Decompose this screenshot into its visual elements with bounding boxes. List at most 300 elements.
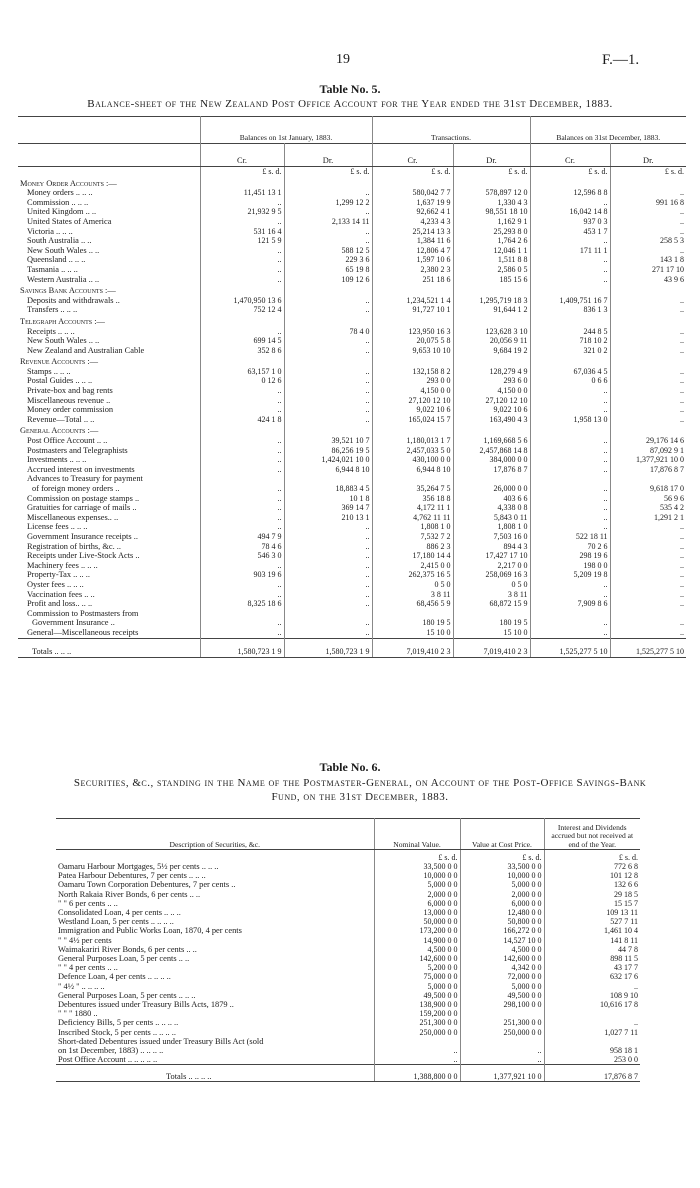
table5-section-row xyxy=(18,284,686,296)
table5-cell: .. xyxy=(200,275,284,285)
table5-cell: 0 12 6 xyxy=(200,376,284,386)
table6-cell: 5,000 0 0 xyxy=(374,880,460,889)
table5-row-label: Registration of births, &c. .. xyxy=(18,542,200,552)
table5-cell: 98,551 18 10 xyxy=(453,207,530,217)
table5-cell: .. xyxy=(680,188,685,198)
table5-row xyxy=(18,327,686,337)
table5-row-label: Accrued interest on investments xyxy=(18,465,200,475)
table5-cell: .. xyxy=(200,455,284,465)
table5-cell xyxy=(530,609,610,619)
table6-cell: 6,000 0 0 xyxy=(460,899,544,908)
table5-cell: 78 4 6 xyxy=(200,542,284,552)
table5-row-label: General—Miscellaneous receipts xyxy=(18,628,200,638)
table5-cell: 78 4 0 xyxy=(284,327,372,337)
table5-cell xyxy=(530,424,610,436)
table5-row-label: Commission .. .. .. xyxy=(18,198,200,208)
table5-cell: .. xyxy=(530,494,610,504)
table6-row xyxy=(56,862,640,871)
table5-cell: 384,000 0 0 xyxy=(453,455,530,465)
table6-cell: 10,000 0 0 xyxy=(374,871,460,880)
table5-cell: .. xyxy=(200,327,284,337)
table6-row xyxy=(56,908,640,917)
table6-row-label: Immigration and Public Works Loan, 1870, 4 per cents xyxy=(56,926,374,935)
table5-cell xyxy=(453,609,530,619)
table5-cell: .. xyxy=(200,265,284,275)
table6-cell: 72,000 0 0 xyxy=(460,972,544,981)
table6-row xyxy=(56,1018,640,1027)
table5-row xyxy=(18,227,686,237)
table5-cell: 39,521 10 7 xyxy=(284,436,372,446)
table5-row xyxy=(18,561,686,571)
table5-cell: 185 15 6 xyxy=(453,275,530,285)
table5-cell: 271 17 10 xyxy=(652,264,685,274)
table6-cell: 251,300 0 0 xyxy=(374,1018,460,1027)
table5-cell: 12,806 4 7 xyxy=(372,246,453,256)
table5-cell: 9,684 19 2 xyxy=(453,346,530,356)
table5-cell: .. xyxy=(284,305,372,315)
table5-cell xyxy=(200,609,284,619)
table5-cell: .. xyxy=(200,484,284,494)
table5-row xyxy=(18,396,686,406)
table5-cell: 424 1 8 xyxy=(200,415,284,425)
table6-cell: 5,200 0 0 xyxy=(374,963,460,972)
table5-cell: 836 1 3 xyxy=(530,305,610,315)
table6-cell: 4,342 0 0 xyxy=(460,963,544,972)
table5-cell: 68,872 15 9 xyxy=(453,599,530,609)
table6-row-label: Defence Loan, 4 per cents .. .. .. .. xyxy=(56,972,374,981)
table5-cell: 128,279 4 9 xyxy=(453,367,530,377)
table5-cell: 4,150 0 0 xyxy=(372,386,453,396)
table6-row-label: " " 4 per cents .. .. xyxy=(56,963,374,972)
table5-total-value: 7,019,410 2 3 xyxy=(453,638,530,657)
table5-cell: .. xyxy=(680,551,685,561)
table5-col-header: Cr. xyxy=(372,144,453,167)
table5-row-label: Investments .. .. .. xyxy=(18,455,200,465)
table5-totals-row xyxy=(18,638,686,657)
table5-cell: .. xyxy=(284,296,372,306)
table5-cell: 4,762 11 11 xyxy=(372,513,453,523)
table5-cell: .. xyxy=(284,188,372,198)
table5-section-row xyxy=(18,315,686,327)
table5-cell xyxy=(610,355,686,367)
table5-cell xyxy=(530,474,610,484)
table5-cell: 1,637 19 9 xyxy=(372,198,453,208)
table5-cell: .. xyxy=(284,580,372,590)
table5-cell: 7,909 8 6 xyxy=(530,599,610,609)
table5-cell: 1,234,521 1 4 xyxy=(372,296,453,306)
table6-row xyxy=(56,945,640,954)
table5-row xyxy=(18,346,686,356)
table5-cell: 20,056 9 11 xyxy=(453,336,530,346)
table5-group-header: Transactions. xyxy=(372,117,530,144)
table5-cell: .. xyxy=(530,275,610,285)
table5-cell xyxy=(610,177,686,189)
table5-cell: .. xyxy=(530,455,610,465)
table5-row xyxy=(18,265,686,275)
table6-cell: 33,500 0 0 xyxy=(374,862,460,871)
table5-cell: 91,644 1 2 xyxy=(453,305,530,315)
table5-cell: 9,653 10 10 xyxy=(372,346,453,356)
table5-cell: 258,069 16 3 xyxy=(453,570,530,580)
table5-cell xyxy=(284,284,372,296)
table6-row xyxy=(56,963,640,972)
table5-cell: 535 4 2 xyxy=(660,503,685,513)
table6-cell: .. xyxy=(460,1046,544,1055)
table5-subtitle: Balance-sheet of the New Zealand Post Office Account for the Year ended the 31st December, 1883. xyxy=(87,98,613,110)
table5-cell: .. xyxy=(530,465,610,475)
table6-cell: .. xyxy=(460,1055,544,1065)
table5-cell: 352 8 6 xyxy=(200,346,284,356)
table5-cell: 10 1 8 xyxy=(284,494,372,504)
table5-row-label: Post Office Account .. .. xyxy=(18,436,200,446)
table5-cell: .. xyxy=(200,405,284,415)
table5-cell: 56 9 6 xyxy=(664,493,685,503)
table5-cell: 244 8 5 xyxy=(530,327,610,337)
table6-cell: .. xyxy=(634,981,638,991)
table5-row-label: Stamps .. .. .. xyxy=(18,367,200,377)
table5-cell: 67,036 4 5 xyxy=(530,367,610,377)
table5-cell xyxy=(200,424,284,436)
table5-cell: .. xyxy=(200,465,284,475)
table5-col-header: Dr. xyxy=(453,144,530,167)
table5-cell: 16,042 14 8 xyxy=(530,207,610,217)
table6-cell: 44 7 8 xyxy=(618,944,638,954)
table5-cell: .. xyxy=(680,570,685,580)
table5-cell: .. xyxy=(680,599,685,609)
table5-row xyxy=(18,436,686,446)
table5-row-label: Postmasters and Telegraphists xyxy=(18,446,200,456)
table5-units-row xyxy=(18,167,686,177)
table5-unit: £ s. d. xyxy=(530,167,610,177)
table5-cell: .. xyxy=(680,618,685,628)
table5-row xyxy=(18,198,686,208)
table5-cell: .. xyxy=(284,336,372,346)
table6-row-label: " " " 1880 .. xyxy=(56,1009,374,1018)
table5-section-label: General Accounts :— xyxy=(18,424,200,436)
table5-row-label: Machinery fees .. .. .. xyxy=(18,561,200,571)
table6-row xyxy=(56,1009,640,1018)
table5-cell xyxy=(530,355,610,367)
table5-cell: .. xyxy=(530,618,610,628)
table5-row xyxy=(18,217,686,227)
table5-cell: .. xyxy=(530,396,610,406)
table5-row xyxy=(18,542,686,552)
table5-cell: 298 19 6 xyxy=(530,551,610,561)
table5-cell: .. xyxy=(200,255,284,265)
table5-cell: 171 11 1 xyxy=(530,246,610,256)
table6-cell: 101 12 8 xyxy=(610,871,638,881)
table6-cell: 958 18 1 xyxy=(610,1046,638,1056)
table6-row-label: on 1st December, 1883) .. .. .. .. xyxy=(56,1046,374,1055)
table5-cell: .. xyxy=(530,513,610,523)
table5-row xyxy=(18,296,686,306)
table5-cell: 718 10 2 xyxy=(530,336,610,346)
table5-cell: 21,932 9 5 xyxy=(200,207,284,217)
table6-row-label: " " 6 per cents .. .. xyxy=(56,899,374,908)
table5-unit: £ s. d. xyxy=(664,167,685,176)
table5-cell xyxy=(284,177,372,189)
table6-subtitle-text: Securities, &c., standing in the Name of the Postmaster-General, on Account of the Post-Office Savings-Bank Fund, on the 31st December, 1883. xyxy=(73,777,647,803)
table6-cell: 13,000 0 0 xyxy=(374,908,460,917)
table6-cell: 138,900 0 0 xyxy=(374,1000,460,1009)
table6-cell: 2,000 0 0 xyxy=(460,890,544,899)
table5-row xyxy=(18,275,686,285)
table5-cell: 4,338 0 8 xyxy=(453,503,530,513)
table5-cell: 11,451 13 1 xyxy=(200,188,284,198)
table5-cell: 430,100 0 0 xyxy=(372,455,453,465)
table5-cell: 2,133 14 11 xyxy=(284,217,372,227)
table5-cell: 87,092 9 1 xyxy=(650,445,685,455)
table5-row-label: of foreign money orders .. xyxy=(18,484,200,494)
table5-cell: 6,944 8 10 xyxy=(372,465,453,475)
table5-cell: 18,883 4 5 xyxy=(284,484,372,494)
table5-row xyxy=(18,484,686,494)
table5-cell: .. xyxy=(284,532,372,542)
table5-row xyxy=(18,599,686,609)
table6-cell: 253 0 0 xyxy=(614,1055,638,1065)
table5-row xyxy=(18,376,686,386)
table5-row xyxy=(18,513,686,523)
table5-row xyxy=(18,246,686,256)
table5-cell: .. xyxy=(680,345,685,355)
table5-row-label: Private-box and bag rents xyxy=(18,386,200,396)
table5-cell: .. xyxy=(200,628,284,638)
table5-cell: .. xyxy=(680,295,685,305)
table5-cell: 68,456 5 9 xyxy=(372,599,453,609)
table5-cell: 9,022 10 6 xyxy=(453,405,530,415)
table5-cell: 165,024 15 7 xyxy=(372,415,453,425)
document-reference: F.—1. xyxy=(602,52,640,68)
table6-cell: 33,500 0 0 xyxy=(460,862,544,871)
table5-row-label: License fees .. .. .. xyxy=(18,522,200,532)
table5-cell: 894 4 3 xyxy=(453,542,530,552)
table6-cell: 75,000 0 0 xyxy=(374,972,460,981)
table5-cell: 2,586 0 5 xyxy=(453,265,530,275)
table6-cell: 1,027 7 11 xyxy=(604,1027,638,1037)
table5-cell: 12,046 1 1 xyxy=(453,246,530,256)
table5-unit: £ s. d. xyxy=(453,167,530,177)
table6-cell: 2,000 0 0 xyxy=(374,890,460,899)
table5-cell: 2,457,033 5 0 xyxy=(372,446,453,456)
table5-row xyxy=(18,609,686,619)
table5-cell: 27,120 12 10 xyxy=(453,396,530,406)
table5-unit: £ s. d. xyxy=(372,167,453,177)
table5-cell: 293 6 0 xyxy=(453,376,530,386)
table5-cell: 29,176 14 6 xyxy=(646,436,685,446)
securities-table xyxy=(56,818,640,1082)
table6-unit: £ s. d. xyxy=(374,850,460,863)
table5-cell: .. xyxy=(680,216,685,226)
table5-cell: .. xyxy=(284,561,372,571)
table5-cell xyxy=(200,474,284,484)
table6-cell: 5,000 0 0 xyxy=(460,880,544,889)
table6-cell: 173,200 0 0 xyxy=(374,926,460,935)
table5-cell: 531 16 4 xyxy=(200,227,284,237)
table6-cell: 632 17 6 xyxy=(610,972,638,982)
table5-section-row xyxy=(18,424,686,436)
table5-cell xyxy=(610,284,686,296)
table5-row xyxy=(18,455,686,465)
table5-row xyxy=(18,465,686,475)
table5-cell: .. xyxy=(200,386,284,396)
table5-row-label: Oyster fees .. .. .. xyxy=(18,580,200,590)
table5-cell: 1,808 1 0 xyxy=(453,522,530,532)
table5-total-value: 1,580,723 1 9 xyxy=(200,638,284,657)
table6-row-label: General Purposes Loan, 5 per cents .. .. xyxy=(56,954,374,963)
table5-cell: 15 10 0 xyxy=(453,628,530,638)
table5-cell xyxy=(200,315,284,327)
table5-row-label: Money orders .. .. .. xyxy=(18,188,200,198)
table5-cell: 20,075 5 8 xyxy=(372,336,453,346)
table5-cell: 1,384 11 6 xyxy=(372,236,453,246)
table5-row-label: United Kingdom .. .. xyxy=(18,207,200,217)
table6-cell: 6,000 0 0 xyxy=(374,899,460,908)
table5-cell xyxy=(610,315,686,327)
table5-cell xyxy=(372,474,453,484)
table5-cell: .. xyxy=(530,265,610,275)
table6-row-label: Debentures issued under Treasury Bills Acts, 1879 .. xyxy=(56,1000,374,1009)
table5-cell: .. xyxy=(680,531,685,541)
table6-row-label: Short-dated Debentures issued under Treasury Bills Act (sold xyxy=(56,1037,374,1046)
table6-cell: 132 6 6 xyxy=(614,880,638,890)
table5-cell: .. xyxy=(680,541,685,551)
table5-cell: .. xyxy=(200,198,284,208)
table5-cell: 123,628 3 10 xyxy=(453,327,530,337)
table5-cell: .. xyxy=(680,522,685,532)
table5-cell xyxy=(530,315,610,327)
table6-cell: 49,500 0 0 xyxy=(374,991,460,1000)
table5-cell: 7,532 7 2 xyxy=(372,532,453,542)
table5-row xyxy=(18,207,686,217)
table5-cell xyxy=(284,424,372,436)
table6-row xyxy=(56,991,640,1000)
table5-row-label: South Australia .. .. xyxy=(18,236,200,246)
table5-cell: .. xyxy=(680,366,685,376)
table6-cell xyxy=(544,1009,640,1018)
table5-cell: .. xyxy=(200,513,284,523)
table5-cell xyxy=(200,177,284,189)
table5-total-value: 1,580,723 1 9 xyxy=(284,638,372,657)
table5-row xyxy=(18,415,686,425)
table5-cell: .. xyxy=(284,367,372,377)
table5-cell: .. xyxy=(680,414,685,424)
table5-cell xyxy=(200,355,284,367)
table5-col-header-row xyxy=(18,144,686,167)
table5-row xyxy=(18,551,686,561)
table5-cell: 27,120 12 10 xyxy=(372,396,453,406)
table5-row-label: Commission on postage stamps .. xyxy=(18,494,200,504)
table6-header: Nominal Value. xyxy=(374,819,460,850)
table5-cell: 1,299 12 2 xyxy=(284,198,372,208)
table5-row xyxy=(18,255,686,265)
table6-cell: 4,500 0 0 xyxy=(460,945,544,954)
table6-header-row xyxy=(56,819,640,850)
table5-row xyxy=(18,570,686,580)
balance-sheet-table xyxy=(18,116,686,658)
table5-cell: 7,503 16 0 xyxy=(453,532,530,542)
table5-cell: .. xyxy=(680,386,685,396)
table5-row-label: Receipts .. .. .. xyxy=(18,327,200,337)
table5-cell: 356 18 8 xyxy=(372,494,453,504)
table5-cell: .. xyxy=(530,255,610,265)
table5-cell: .. xyxy=(530,590,610,600)
table6-cell: .. xyxy=(374,1055,460,1065)
table5-cell: .. xyxy=(530,580,610,590)
table5-cell: .. xyxy=(680,579,685,589)
table6-row-label: Oamaru Harbour Mortgages, 5½ per cents .. .. .. xyxy=(56,862,374,871)
table5-cell: .. xyxy=(680,589,685,599)
table6-row xyxy=(56,890,640,899)
table5-cell: 91,727 10 1 xyxy=(372,305,453,315)
table6-cell: 14,527 10 0 xyxy=(460,936,544,945)
table5-cell: 546 3 0 xyxy=(200,551,284,561)
table5-cell: 886 2 3 xyxy=(372,542,453,552)
table5-cell: 258 5 3 xyxy=(660,236,685,246)
table6-unit: £ s. d. xyxy=(618,852,638,862)
table5-cell: .. xyxy=(200,396,284,406)
table5-cell: 180 19 5 xyxy=(372,618,453,628)
table6-row xyxy=(56,917,640,926)
table6-header: Interest and Dividends accrued but not received at end of the Year. xyxy=(544,819,640,850)
table5-row-label: New Zealand and Australian Cable xyxy=(18,346,200,356)
table5-cell: .. xyxy=(200,580,284,590)
table5-cell: 143 1 8 xyxy=(660,255,685,265)
table5-cell: 578,897 12 0 xyxy=(453,188,530,198)
table5-cell: .. xyxy=(680,405,685,415)
table5-row-label: Property-Tax .. .. .. xyxy=(18,570,200,580)
table5-cell: 163,490 4 3 xyxy=(453,415,530,425)
table5-cell: .. xyxy=(284,236,372,246)
table5-cell: .. xyxy=(200,503,284,513)
table5-cell: .. xyxy=(284,618,372,628)
table5-cell: 0 6 6 xyxy=(530,376,610,386)
table5-cell: 522 18 11 xyxy=(530,532,610,542)
table5-row-label: Government Insurance .. xyxy=(18,618,200,628)
table5-cell: 43 9 6 xyxy=(664,274,685,284)
table5-cell: .. xyxy=(200,436,284,446)
table5-col-header: Cr. xyxy=(530,144,610,167)
table5-blank-header xyxy=(18,144,200,167)
table6-row xyxy=(56,1028,640,1037)
table6-row xyxy=(56,899,640,908)
table5-row-label: Vaccination fees .. .. xyxy=(18,590,200,600)
table5-cell: 3 8 11 xyxy=(453,590,530,600)
table5-row-label: Gratuities for carriage of mails .. xyxy=(18,503,200,513)
table6-cell: 108 9 10 xyxy=(610,990,638,1000)
table5-cell: .. xyxy=(200,246,284,256)
table5-cell: 2,457,868 14 8 xyxy=(453,446,530,456)
table5-cell: 70 2 6 xyxy=(530,542,610,552)
table5-cell: 1,377,921 10 0 xyxy=(636,455,685,465)
table5-cell xyxy=(372,177,453,189)
table5-cell xyxy=(610,474,686,484)
table6-cell: 166,272 0 0 xyxy=(460,926,544,935)
table5-cell: .. xyxy=(284,590,372,600)
table5-row xyxy=(18,336,686,346)
table6-row-label: Waimakariri River Bonds, 6 per cents .. .. xyxy=(56,945,374,954)
table5-row-label: Queensland .. .. .. xyxy=(18,255,200,265)
table6-row xyxy=(56,1055,640,1065)
table5-cell: .. xyxy=(530,386,610,396)
table5-row-label: Advances to Treasury for payment xyxy=(18,474,200,484)
table5-cell: .. xyxy=(530,436,610,446)
table5-cell xyxy=(453,177,530,189)
table5-section-row xyxy=(18,177,686,189)
table5-cell xyxy=(200,284,284,296)
table5-cell: .. xyxy=(530,236,610,246)
table5-cell: 25,293 8 0 xyxy=(453,227,530,237)
table5-cell xyxy=(453,315,530,327)
